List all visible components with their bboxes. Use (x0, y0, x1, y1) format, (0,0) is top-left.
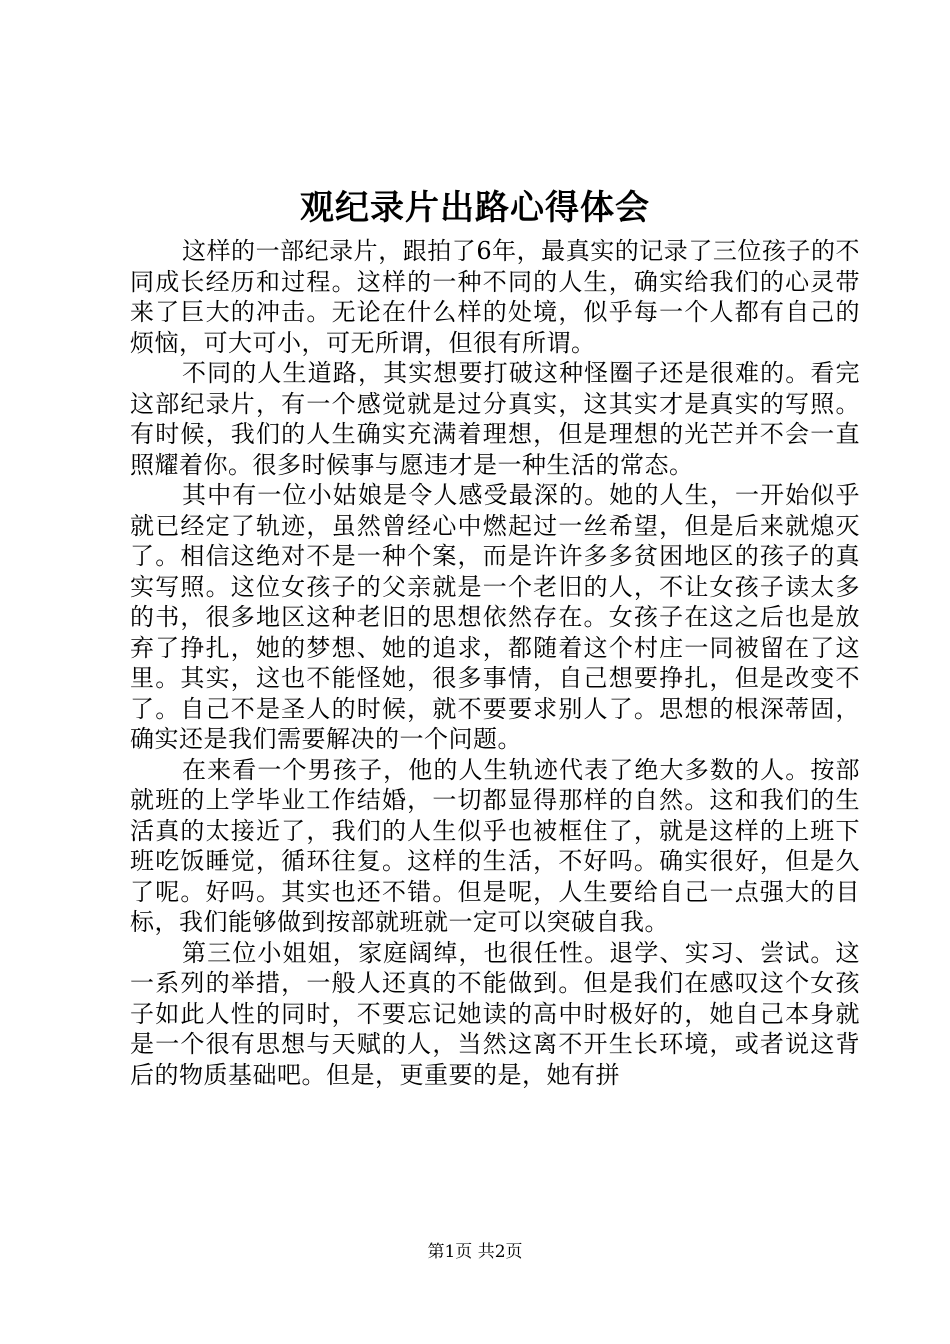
paragraph-3: 其中有一位小姑娘是令人感受最深的。她的人生，一开始似乎就已经定了轨迹，虽然曾经心中燃起过一丝希望，但是后来就熄灭了。相信这绝对不是一种个案，而是许许多多贫困地区的孩子的真实写照。这位女孩子的父亲就是一个老旧的人，不让女孩子读太多的书，很多地区这种老旧的思想依然存在。女孩子在这之后也是放弃了挣扎，她的梦想、她的追求，都随着这个村庄一同被留在了这里。其实，这也不能怪她，很多事情，自己想要挣扎，但是改变不了。自己不是圣人的时候，就不要要求别人了。思想的根深蒂固，确实还是我们需要解决的一个问题。 (130, 481, 860, 753)
document-title: 观纪录片出路心得体会 (300, 188, 650, 228)
paragraph-1: 这样的一部纪录片，跟拍了6年，最真实的记录了三位孩子的不同成长经历和过程。这样的一种不同的人生，确实给我们的心灵带来了巨大的冲击。无论在什么样的处境，似乎每一个人都有自己的烦恼，可大可小，可无所谓，但很有所谓。 (130, 237, 860, 357)
paragraph-4: 在来看一个男孩子，他的人生轨迹代表了绝大多数的人。按部就班的上学毕业工作结婚，一切都显得那样的自然。这和我们的生活真的太接近了，我们的人生似乎也被框住了，就是这样的上班下班吃饭睡觉，循环往复。这样的生活，不好吗。确实很好，但是久了呢。好吗。其实也还不错。但是呢，人生要给自己一点强大的目标，我们能够做到按部就班就一定可以突破自我。 (130, 755, 860, 936)
page-number-footer: 第1页 共2页 (427, 1242, 523, 1262)
paragraph-2: 不同的人生道路，其实想要打破这种怪圈子还是很难的。看完这部纪录片，有一个感觉就是过分真实，这其实才是真实的写照。有时候，我们的人生确实充满着理想，但是理想的光芒并不会一直照耀着你。很多时候事与愿违才是一种生活的常态。 (130, 359, 860, 479)
document-body (130, 236, 860, 1090)
paragraph-5: 第三位小姐姐，家庭阔绰，也很任性。退学、实习、尝试。这一系列的举措，一般人还真的不能做到。但是我们在感叹这个女孩子如此人性的同时，不要忘记她读的高中时极好的，她自己本身就是一个很有思想与天赋的人，当然这离不开生长环境，或者说这背后的物质基础吧。但是，更重要的是，她有拼 (130, 938, 860, 1089)
